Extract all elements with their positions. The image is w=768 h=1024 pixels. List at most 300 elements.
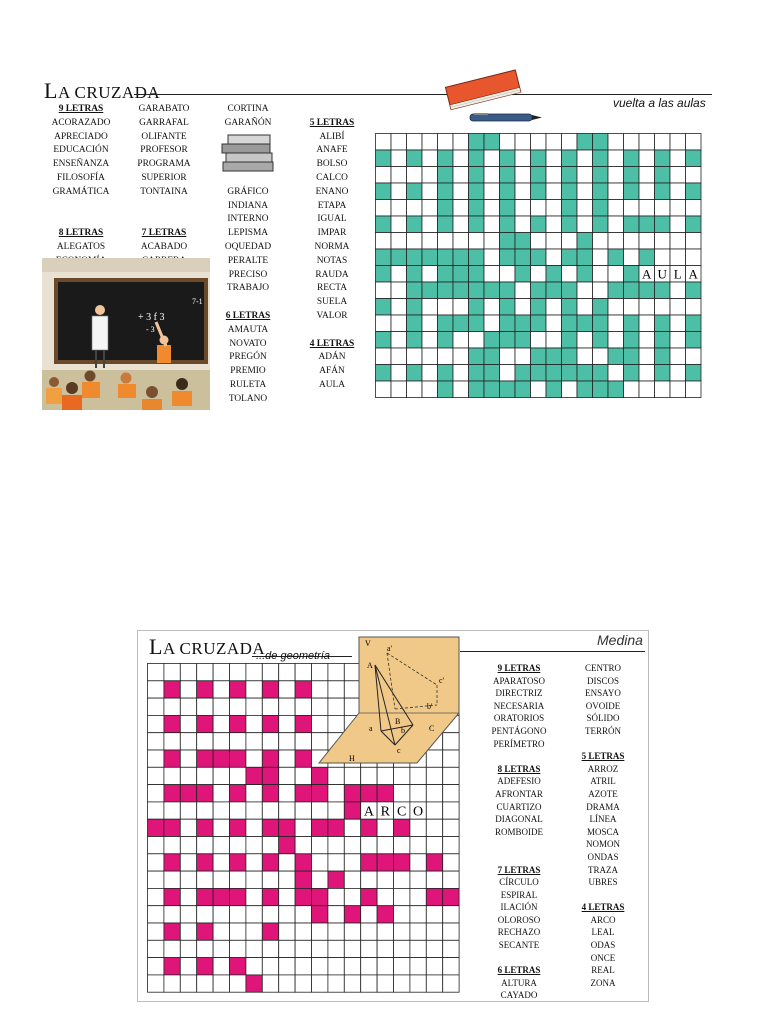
grid-cell[interactable] [608,134,624,151]
grid-cell[interactable] [148,854,164,871]
grid-cell[interactable] [484,150,500,167]
grid-cell[interactable] [484,216,500,233]
grid-cell[interactable] [391,365,407,382]
grid-cell[interactable] [361,837,377,854]
grid-cell[interactable] [180,750,196,767]
grid-cell[interactable] [624,200,640,217]
grid-cell[interactable] [246,958,262,975]
grid-cell[interactable] [377,767,393,784]
grid-cell[interactable] [562,266,578,283]
grid-cell[interactable] [484,233,500,250]
grid-cell[interactable] [180,802,196,819]
grid-cell[interactable] [361,871,377,888]
grid-cell[interactable] [670,381,686,398]
grid-cell[interactable] [246,819,262,836]
grid-cell[interactable] [453,216,469,233]
grid-cell[interactable] [344,923,360,940]
grid-cell[interactable] [197,906,213,923]
grid-cell[interactable] [639,134,655,151]
grid-cell[interactable] [164,698,180,715]
grid-cell[interactable] [361,923,377,940]
grid-cell[interactable] [391,266,407,283]
grid-cell[interactable] [410,785,426,802]
grid-cell[interactable] [180,664,196,681]
grid-cell[interactable] [213,802,229,819]
grid-cell[interactable] [426,940,442,957]
grid-cell[interactable] [312,958,328,975]
grid-cell[interactable] [246,888,262,905]
grid-cell[interactable] [670,315,686,332]
grid-cell[interactable] [394,940,410,957]
grid-cell[interactable] [279,871,295,888]
grid-cell[interactable] [453,365,469,382]
grid-cell[interactable] [410,923,426,940]
grid-cell[interactable] [148,837,164,854]
grid-cell[interactable] [246,854,262,871]
grid-cell[interactable] [438,299,454,316]
grid-cell[interactable] [624,249,640,266]
grid-cell[interactable] [213,785,229,802]
grid-cell[interactable] [443,871,459,888]
grid-cell[interactable] [422,233,438,250]
grid-cell[interactable] [361,940,377,957]
grid-cell[interactable] [546,183,562,200]
grid-cell[interactable] [394,975,410,992]
grid-cell[interactable] [422,348,438,365]
grid-cell[interactable] [295,837,311,854]
grid-cell[interactable] [531,332,547,349]
grid-cell[interactable] [197,802,213,819]
grid-cell[interactable] [246,940,262,957]
grid-cell[interactable] [410,888,426,905]
grid-cell[interactable] [262,733,278,750]
grid-cell[interactable] [312,837,328,854]
grid-cell[interactable] [262,958,278,975]
grid-cell[interactable] [655,134,671,151]
grid-cell[interactable] [562,233,578,250]
grid-cell[interactable] [295,802,311,819]
grid-cell[interactable] [422,216,438,233]
grid-cell[interactable] [639,381,655,398]
grid-cell[interactable] [376,134,392,151]
grid-cell[interactable] [515,216,531,233]
grid-cell[interactable] [443,802,459,819]
grid-cell[interactable] [377,871,393,888]
grid-cell[interactable] [515,150,531,167]
grid-cell[interactable] [230,767,246,784]
grid-cell[interactable] [531,200,547,217]
grid-cell[interactable] [246,681,262,698]
grid-cell[interactable] [279,923,295,940]
grid-cell[interactable] [407,348,423,365]
grid-cell[interactable] [361,975,377,992]
grid-cell[interactable] [608,332,624,349]
grid-cell[interactable] [608,299,624,316]
grid-cell[interactable] [410,854,426,871]
grid-cell[interactable] [546,299,562,316]
grid-cell[interactable] [453,332,469,349]
grid-cell[interactable] [453,167,469,184]
grid-cell[interactable] [453,233,469,250]
grid-cell[interactable] [148,871,164,888]
grid-cell[interactable] [484,299,500,316]
grid-cell[interactable] [639,150,655,167]
grid-cell[interactable] [608,266,624,283]
grid-cell[interactable] [279,733,295,750]
grid-cell[interactable] [279,715,295,732]
grid-cell[interactable] [312,871,328,888]
grid-cell[interactable] [376,167,392,184]
grid-cell[interactable] [453,381,469,398]
grid-cell[interactable] [443,975,459,992]
grid-cell[interactable] [295,698,311,715]
grid-cell[interactable] [213,819,229,836]
grid-cell[interactable] [328,958,344,975]
grid-cell[interactable] [639,183,655,200]
grid-cell[interactable] [515,299,531,316]
grid-cell[interactable] [469,233,485,250]
grid-cell[interactable] [279,664,295,681]
grid-cell[interactable] [312,975,328,992]
grid-cell[interactable] [515,282,531,299]
grid-cell[interactable] [180,715,196,732]
grid-cell[interactable] [546,249,562,266]
grid-cell[interactable] [443,940,459,957]
grid-cell[interactable] [438,233,454,250]
grid-cell[interactable] [394,906,410,923]
grid-cell[interactable] [639,365,655,382]
grid-cell[interactable] [608,315,624,332]
grid-cell[interactable] [328,975,344,992]
grid-cell[interactable] [577,200,593,217]
grid-cell[interactable] [407,381,423,398]
grid-cell[interactable] [148,802,164,819]
grid-cell[interactable] [410,906,426,923]
grid-cell[interactable] [546,134,562,151]
grid-cell[interactable] [670,216,686,233]
grid-cell[interactable] [608,150,624,167]
grid-cell[interactable] [344,958,360,975]
grid-cell[interactable] [577,150,593,167]
grid-cell[interactable] [407,200,423,217]
grid-cell[interactable] [391,233,407,250]
grid-cell[interactable] [213,698,229,715]
grid-cell[interactable] [246,802,262,819]
grid-cell[interactable] [639,167,655,184]
grid-cell[interactable] [246,664,262,681]
grid-cell[interactable] [164,802,180,819]
grid-cell[interactable] [230,923,246,940]
grid-cell[interactable] [422,365,438,382]
grid-cell[interactable] [295,940,311,957]
grid-cell[interactable] [394,785,410,802]
grid-cell[interactable] [262,975,278,992]
grid-cell[interactable] [410,767,426,784]
grid-cell[interactable] [438,348,454,365]
grid-cell[interactable] [328,767,344,784]
grid-cell[interactable] [624,381,640,398]
grid-cell[interactable] [164,975,180,992]
grid-cell[interactable] [426,923,442,940]
grid-cell[interactable] [148,958,164,975]
grid-cell[interactable] [639,200,655,217]
grid-cell[interactable] [197,975,213,992]
grid-cell[interactable] [213,854,229,871]
grid-cell[interactable] [164,664,180,681]
grid-cell[interactable] [655,381,671,398]
grid-cell[interactable] [262,664,278,681]
grid-cell[interactable] [312,923,328,940]
grid-cell[interactable] [546,150,562,167]
grid-cell[interactable] [246,715,262,732]
grid-cell[interactable] [180,940,196,957]
grid-cell[interactable] [443,837,459,854]
grid-cell[interactable] [328,906,344,923]
grid-cell[interactable] [376,315,392,332]
grid-cell[interactable] [279,906,295,923]
grid-cell[interactable] [453,299,469,316]
grid-cell[interactable] [670,167,686,184]
grid-cell[interactable] [279,698,295,715]
grid-cell[interactable] [180,837,196,854]
grid-cell[interactable] [230,940,246,957]
grid-cell[interactable] [246,750,262,767]
grid-cell[interactable] [180,906,196,923]
grid-cell[interactable] [376,233,392,250]
grid-cell[interactable] [213,681,229,698]
grid-cell[interactable] [410,975,426,992]
grid-cell[interactable] [394,958,410,975]
grid-cell[interactable] [344,819,360,836]
grid-cell[interactable] [197,940,213,957]
grid-cell[interactable] [577,299,593,316]
grid-cell[interactable] [246,698,262,715]
grid-cell[interactable] [577,282,593,299]
grid-cell[interactable] [426,802,442,819]
grid-cell[interactable] [577,183,593,200]
grid-cell[interactable] [230,802,246,819]
grid-cell[interactable] [410,958,426,975]
grid-cell[interactable] [344,854,360,871]
grid-cell[interactable] [500,348,516,365]
grid-cell[interactable] [546,233,562,250]
grid-cell[interactable] [443,906,459,923]
grid-cell[interactable] [686,381,702,398]
grid-cell[interactable] [577,167,593,184]
grid-cell[interactable] [148,750,164,767]
grid-cell[interactable] [279,767,295,784]
grid-cell[interactable] [344,975,360,992]
grid-cell[interactable] [593,266,609,283]
grid-cell[interactable] [655,299,671,316]
grid-cell[interactable] [453,134,469,151]
grid-cell[interactable] [469,332,485,349]
grid-cell[interactable] [443,785,459,802]
grid-cell[interactable] [426,871,442,888]
grid-cell[interactable] [246,906,262,923]
grid-cell[interactable] [394,888,410,905]
grid-cell[interactable] [577,332,593,349]
grid-cell[interactable] [639,332,655,349]
grid-cell[interactable] [410,940,426,957]
grid-cell[interactable] [197,837,213,854]
grid-cell[interactable] [639,299,655,316]
grid-cell[interactable] [407,233,423,250]
grid-cell[interactable] [515,134,531,151]
grid-cell[interactable] [230,906,246,923]
grid-cell[interactable] [213,767,229,784]
grid-cell[interactable] [213,871,229,888]
grid-cell[interactable] [443,958,459,975]
grid-cell[interactable] [546,167,562,184]
grid-cell[interactable] [246,923,262,940]
grid-cell[interactable] [148,698,164,715]
grid-cell[interactable] [148,906,164,923]
grid-cell[interactable] [279,750,295,767]
grid-cell[interactable] [312,940,328,957]
grid-cell[interactable] [639,315,655,332]
grid-cell[interactable] [426,837,442,854]
grid-cell[interactable] [213,958,229,975]
grid-cell[interactable] [624,233,640,250]
grid-cell[interactable] [639,233,655,250]
grid-cell[interactable] [391,167,407,184]
grid-cell[interactable] [180,733,196,750]
grid-cell[interactable] [531,233,547,250]
grid-cell[interactable] [230,664,246,681]
grid-cell[interactable] [262,871,278,888]
grid-cell[interactable] [148,664,164,681]
grid-cell[interactable] [443,854,459,871]
grid-cell[interactable] [279,940,295,957]
grid-cell[interactable] [484,183,500,200]
grid-cell[interactable] [484,200,500,217]
grid-cell[interactable] [391,381,407,398]
grid-cell[interactable] [295,906,311,923]
grid-cell[interactable] [344,871,360,888]
grid-cell[interactable] [422,134,438,151]
grid-cell[interactable] [608,216,624,233]
grid-cell[interactable] [262,940,278,957]
grid-cell[interactable] [608,167,624,184]
grid-cell[interactable] [230,837,246,854]
grid-cell[interactable] [410,837,426,854]
grid-cell[interactable] [670,134,686,151]
grid-cell[interactable] [328,837,344,854]
grid-cell[interactable] [426,819,442,836]
grid-cell[interactable] [515,183,531,200]
grid-cell[interactable] [484,249,500,266]
grid-cell[interactable] [608,233,624,250]
grid-cell[interactable] [484,315,500,332]
grid-cell[interactable] [328,785,344,802]
grid-cell[interactable] [197,733,213,750]
grid-cell[interactable] [394,871,410,888]
grid-cell[interactable] [328,940,344,957]
grid-cell[interactable] [443,923,459,940]
grid-cell[interactable] [593,233,609,250]
grid-cell[interactable] [262,698,278,715]
grid-cell[interactable] [391,332,407,349]
grid-cell[interactable] [148,888,164,905]
grid-cell[interactable] [328,854,344,871]
grid-cell[interactable] [686,200,702,217]
grid-cell[interactable] [391,200,407,217]
grid-cell[interactable] [531,381,547,398]
grid-cell[interactable] [670,233,686,250]
grid-cell[interactable] [422,183,438,200]
grid-cell[interactable] [164,733,180,750]
grid-cell[interactable] [279,975,295,992]
grid-cell[interactable] [197,664,213,681]
grid-cell[interactable] [531,266,547,283]
grid-cell[interactable] [164,940,180,957]
grid-cell[interactable] [180,681,196,698]
grid-cell[interactable] [344,767,360,784]
grid-cell[interactable] [148,785,164,802]
grid-cell[interactable] [546,315,562,332]
grid-cell[interactable] [391,183,407,200]
grid-cell[interactable] [394,767,410,784]
grid-cell[interactable] [422,315,438,332]
grid-cell[interactable] [593,348,609,365]
grid-cell[interactable] [180,698,196,715]
grid-cell[interactable] [279,888,295,905]
grid-cell[interactable] [394,837,410,854]
grid-cell[interactable] [213,837,229,854]
grid-cell[interactable] [577,348,593,365]
grid-cell[interactable] [394,923,410,940]
grid-cell[interactable] [246,733,262,750]
grid-cell[interactable] [344,837,360,854]
grid-cell[interactable] [426,785,442,802]
grid-cell[interactable] [197,871,213,888]
grid-cell[interactable] [410,871,426,888]
grid-cell[interactable] [686,299,702,316]
grid-cell[interactable] [484,266,500,283]
grid-cell[interactable] [246,837,262,854]
grid-cell[interactable] [295,767,311,784]
grid-cell[interactable] [422,200,438,217]
grid-cell[interactable] [164,837,180,854]
grid-cell[interactable] [670,332,686,349]
grid-cell[interactable] [148,940,164,957]
grid-cell[interactable] [213,906,229,923]
grid-cell[interactable] [670,150,686,167]
grid-cell[interactable] [328,888,344,905]
grid-cell[interactable] [407,167,423,184]
grid-cell[interactable] [262,837,278,854]
grid-cell[interactable] [670,183,686,200]
grid-cell[interactable] [180,888,196,905]
grid-cell[interactable] [279,681,295,698]
grid-cell[interactable] [148,923,164,940]
grid-cell[interactable] [686,233,702,250]
grid-cell[interactable] [546,332,562,349]
grid-cell[interactable] [376,282,392,299]
grid-cell[interactable] [655,249,671,266]
grid-cell[interactable] [670,200,686,217]
grid-cell[interactable] [391,150,407,167]
grid-cell[interactable] [453,150,469,167]
grid-cell[interactable] [213,975,229,992]
grid-cell[interactable] [197,767,213,784]
grid-cell[interactable] [295,923,311,940]
grid-cell[interactable] [377,940,393,957]
grid-cell[interactable] [500,365,516,382]
grid-cell[interactable] [180,975,196,992]
grid-cell[interactable] [148,681,164,698]
